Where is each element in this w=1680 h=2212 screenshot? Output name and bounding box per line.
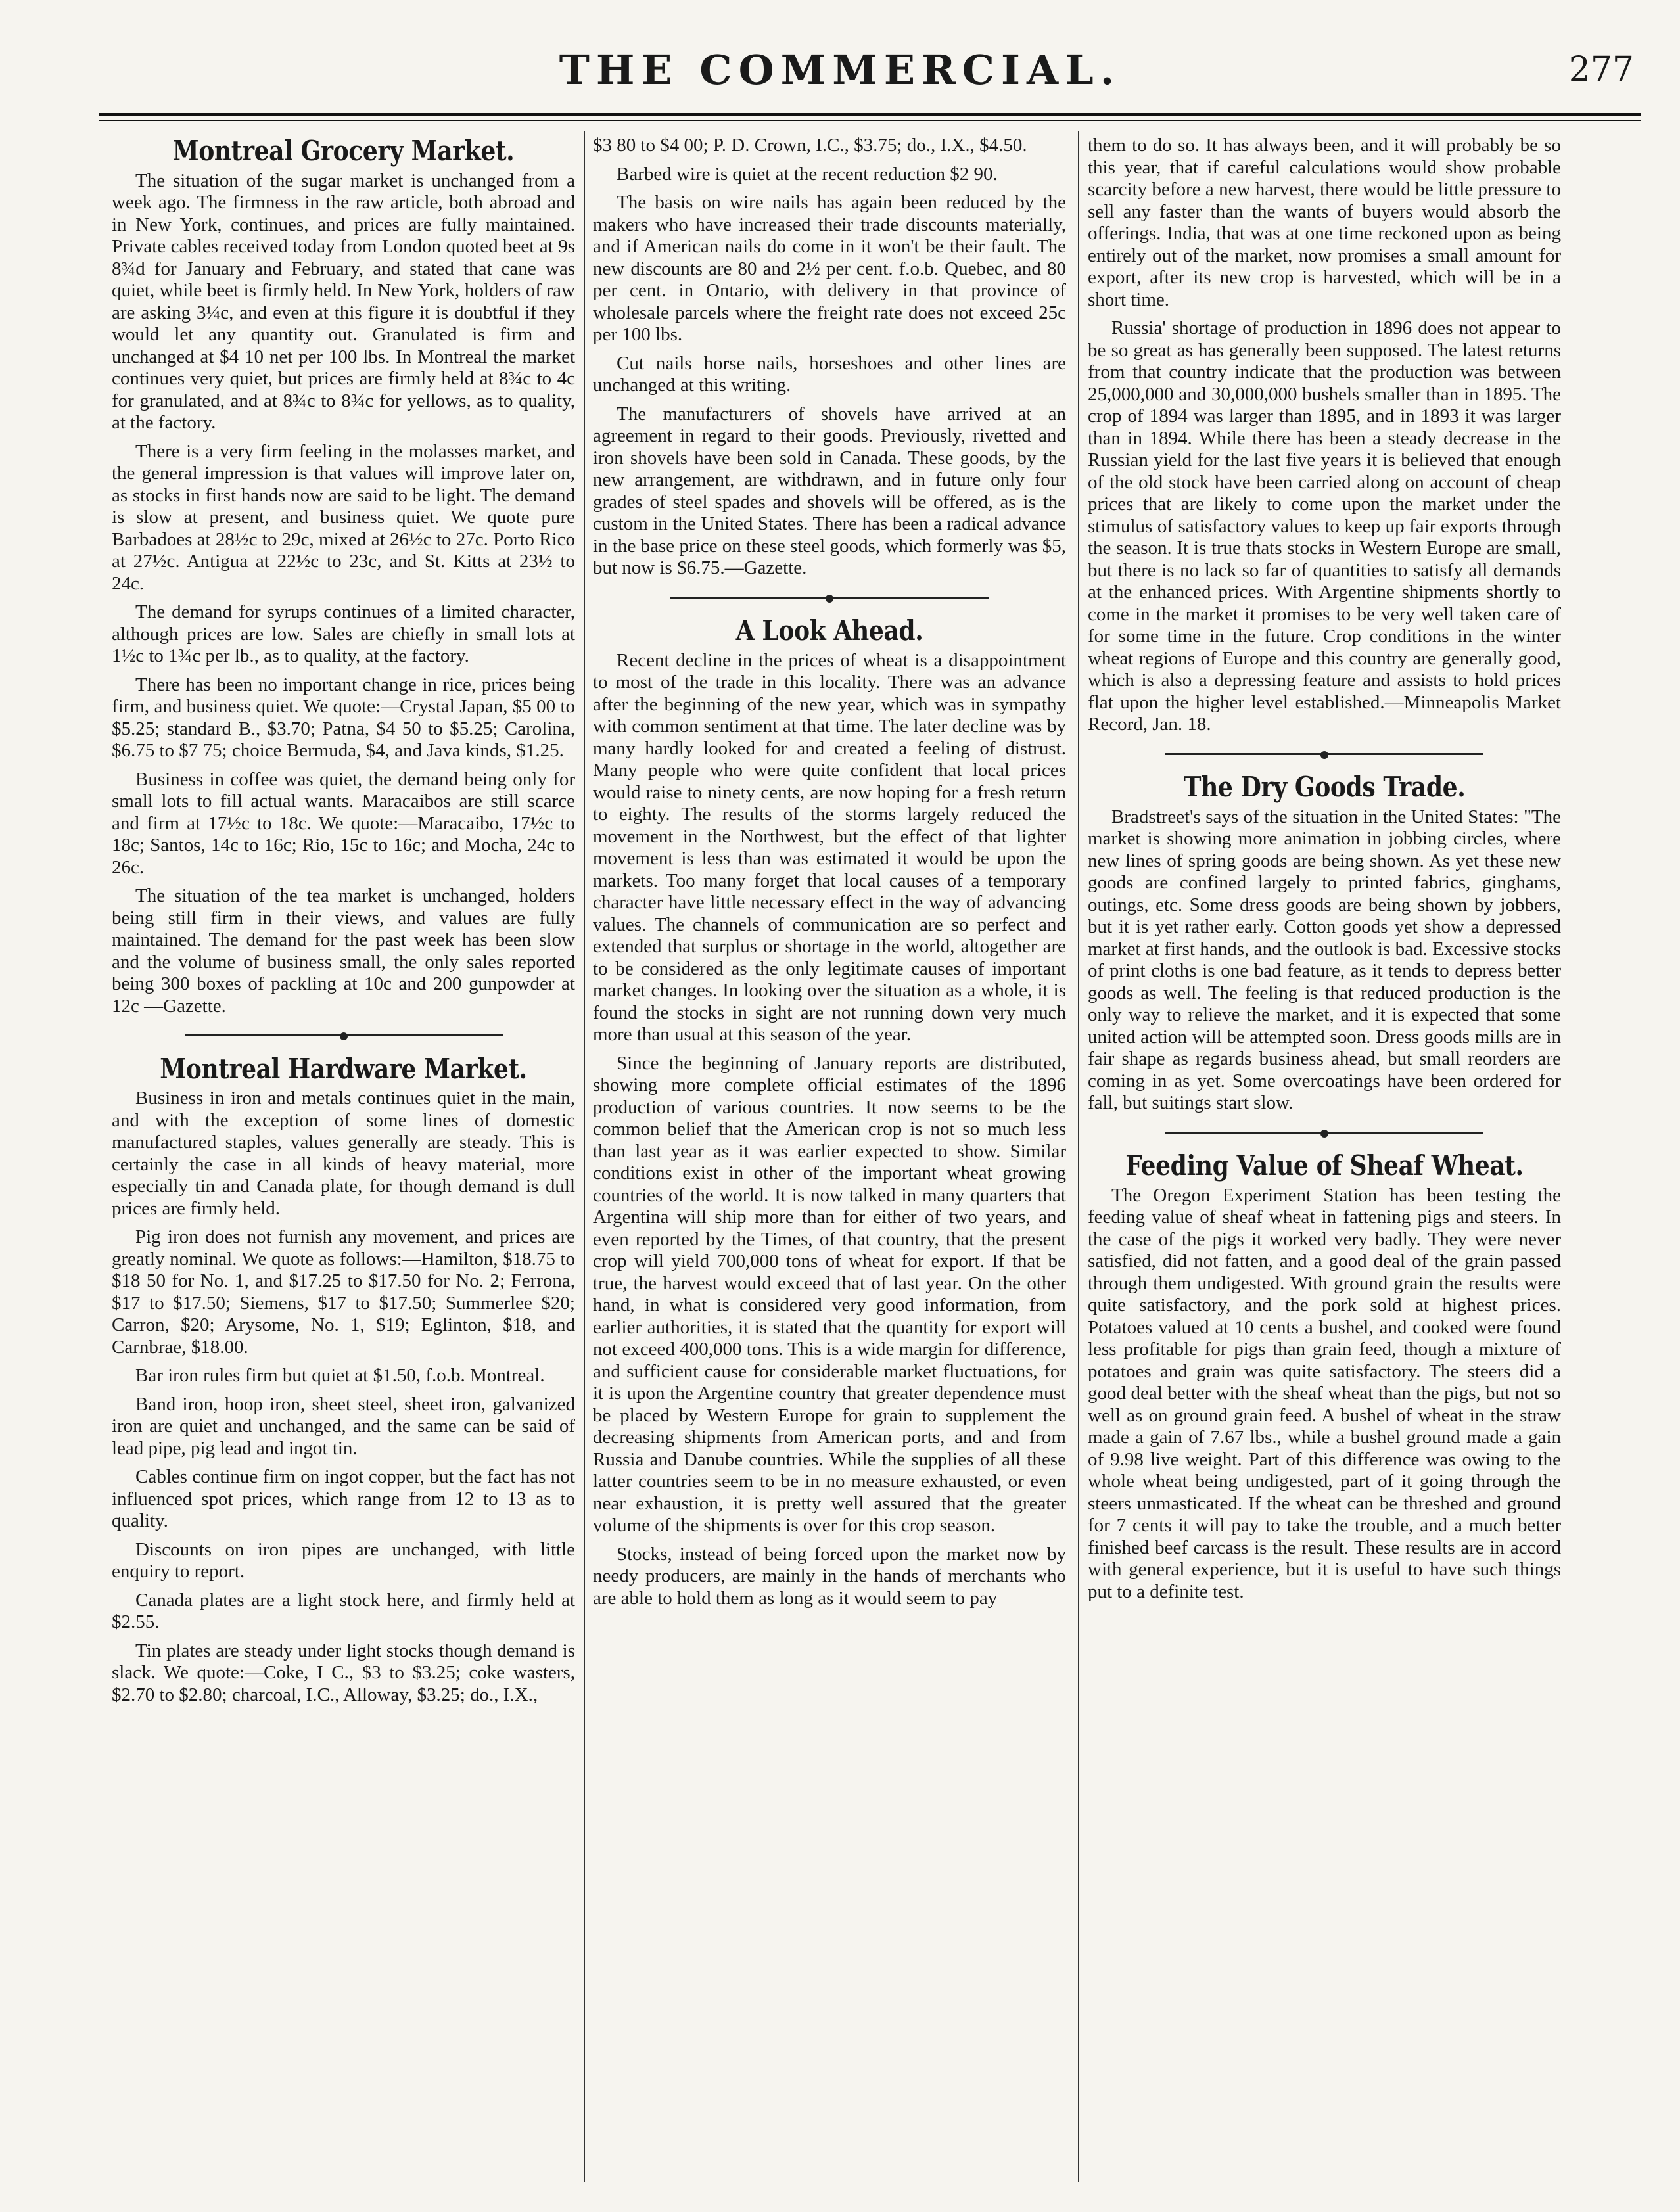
paragraph: Cut nails horse nails, horseshoes and other lines are unchanged at this writing. [593, 352, 1066, 396]
article-title-grocery: Montreal Grocery Market. [172, 135, 515, 167]
paragraph: Russia' shortage of production in 1896 does not appear to be so great as has generally been supposed. The latest returns from that country indicate that the production was between 25,000,000 and 30,000,000 bushels smaller than in 1895. The crop of 1894 was larger than 1895, and in 1893 it was larger than in 1894. While there has been a steady decrease in the Russian yield for the last five years it is believed that enough of the old stock have been carried along on account of cheap prices that are likely to come upon the market under the stimulus of satisfactory values to keep up fair exports through the season. It is true thats stocks in Western Europe are small, but there is no lack so far of quantities to satisfy all demands at the enhanced prices. With Argentine shipments shortly to come in the market it promises to be very well taken care of for some time in the future. Crop conditions in the winter wheat regions of Europe and this country are generally good, which is also a depressing feature and assists to hold prices flat upon the higher level established.—Minneapolis Market Record, Jan. 18. [1088, 317, 1561, 735]
column-3 [1088, 135, 1561, 2185]
article-body-look-ahead-continued [1088, 135, 1561, 736]
page-number: 277 [1568, 50, 1634, 89]
column-2 [593, 135, 1066, 2185]
section-separator [1088, 1121, 1561, 1143]
article-title-look-ahead: A Look Ahead. [735, 614, 923, 647]
paragraph: Recent decline in the prices of wheat is a disappointment to most of the trade in this locality. There was an advance after the beginning of the new year, which was in sympathy with common sentiment at that time. The later decline was by many hardly looked for and created a feeling of distrust. Many people who were quite confident that local prices would raise to ninety cents, are now hoping for a fresh return to eighty. The results of the storms largely reduced the movement in the Northwest, but the effect of that lighter movement is less than was estimated it would be upon the markets. Too many forget that local causes of a temporary character have little necessary effect in the way of advancing values. The channels of communication are so perfect and extended that surplus or shortage in the world, altogether are to be considered as the only legitimate causes of important market changes. In looking over the situation as a whole, it is found the stocks in sight are not running down very much more than usual at this season of the year. [593, 649, 1066, 1045]
paragraph: Barbed wire is quiet at the recent reduction $2 90. [617, 163, 998, 185]
column-rule-1 [584, 131, 585, 2182]
article-body-grocery [112, 170, 575, 1018]
paragraph: Discounts on iron pipes are unchanged, with little enquiry to report. [112, 1538, 575, 1582]
masthead [0, 20, 1680, 118]
masthead-rule [99, 113, 1641, 121]
article-title-feeding-value: Feeding Value of Sheaf Wheat. [1125, 1149, 1524, 1182]
paragraph: Business in iron and metals continues quiet in the main, and with the exception of some lines of domestic manufactured staples, values generally are steady. This is certainly the case in all kinds of heavy material, more especially tin and Canada plate, for though demand is dull prices are firmly held. [112, 1088, 575, 1219]
paragraph: Tin plates are steady under light stocks though demand is slack. We quote:—Coke, I C., $3 to $3.25; coke wasters, $2.70 to $2.80; charcoal, I.C., Alloway, $3.25; do., I.X., [112, 1640, 575, 1705]
paragraph: The situation of the sugar market is unchanged from a week ago. The firmness in the raw article, both abroad and in New York, continues, and prices are fully maintained. Private cables received today from London quoted beet at 9s 8¾d for January and February, and stated that cane was quiet, while beet is firmly held. In New York, holders of raw are asking 3¼c, and even at this figure it is doubtful if they would let any quantity out. Granulated is firm and unchanged at $4 10 net per 100 lbs. In Montreal the market continues very quiet, but prices are firmly held at 8¾c to 4c for granulated, and at 8¾c to 8¾c for yellows, as to quality, at the factory. [112, 170, 575, 433]
paragraph: Stocks, instead of being forced upon the market now by needy producers, are mainly in the hands of merchants who are able to hold them as long as it would seem to pay [593, 1543, 1066, 1609]
paragraph: them to do so. It has always been, and it will probably be so this year, that if careful calculations would show probable scarcity before a new harvest, there would be little pressure to sell any faster than the wants of buyers would absorb the offerings. India, that was at one time reckoned upon as being entirely out of the market, now promises a small amount for export, after its new crop is harvested, which will be in a short time. [1088, 135, 1561, 310]
paragraph: The situation of the tea market is unchanged, holders being still firm in their views, and values are fully maintained. The demand for the past week has been slow and the volume of business small, the only sales reported being 300 boxes of packling at 10c and 200 gunpowder at 12c —Gazette. [112, 885, 575, 1017]
section-separator [112, 1024, 575, 1046]
paragraph: The basis on wire nails has again been reduced by the makers who have increased their trade discounts materially, and if American nails do come in it won't be their fault. The new discounts are 80 and 2½ per cent. f.o.b. Quebec, and 80 per cent. in Ontario, with delivery in that province of wholesale parcels where the freight rate does not exceed 25c per 100 lbs. [593, 192, 1066, 345]
paragraph: Canada plates are a light stock here, and firmly held at $2.55. [112, 1589, 575, 1632]
paragraph: Bar iron rules firm but quiet at $1.50, f.o.b. Montreal. [135, 1365, 545, 1386]
paragraph: Bradstreet's says of the situation in the United States: "The market is showing more animation in jobbing circles, where new lines of spring goods are being shown. As yet these new goods are confined largely to printed fabrics, ginghams, outings, etc. Some dress goods are being shown by jobbers, but it is yet rather early. Cotton goods yet show a depressed market at first hands, and the outlook is bad. Excessive stocks of print cloths is one bad feature, as it tends to depress better goods as well. The feeling is that reduced production is the only way to relieve the market, and it is expected that some united action will be attempted soon. Dress goods mills are in fair shape as regards business ahead, but small reorders are coming in as yet. Some overcoatings have been ordered for fall, but suitings start slow. [1088, 806, 1561, 1113]
paragraph: $3 80 to $4 00; P. D. Crown, I.C., $3.75; do., I.X., $4.50. [593, 135, 1027, 156]
paragraph: Band iron, hoop iron, sheet steel, sheet iron, galvanized iron are quiet and unchanged, and the same can be said of lead pipe, pig lead and ingot tin. [112, 1393, 575, 1459]
paragraph: The manufacturers of shovels have arrived at an agreement in regard to their goods. Previously, rivetted and iron shovels have been sold in Canada. These goods, by the new arrangement, are withdrawn, and in future only four grades of steel spades and shovels will be offered, as is the custom in the United States. There has been a radical advance in the base price on these steel goods, which formerly was $5, but now is $6.75.—Gazette. [593, 403, 1066, 578]
paragraph: The demand for syrups continues of a limited character, although prices are low. Sales are chiefly in small lots at 1½c to 1¾c per lb., as to quality, at the factory. [112, 601, 575, 666]
article-body-hardware-continued [593, 135, 1066, 580]
paragraph: There is a very firm feeling in the molasses market, and the general impression is that values will improve later on, as stocks in first hands now are said to be light. The demand is slow at present, and business quiet. We quote pure Barbadoes at 28½c to 29c, mixed at 26½c to 27c. Porto Rico at 27½c. Antigua at 22½c to 23c, and St. Kitts at 23½ to 24c. [112, 440, 575, 594]
paragraph: The Oregon Experiment Station has been testing the feeding value of sheaf wheat in fattening pigs and steers. In the case of the pigs it worked very badly. They were never satisfied, did not fatten, and a good deal of the grain passed through them undigested. With ground grain the results were quite satisfactory, and the pork sold at highest prices. Potatoes valued at 10 cents a bushel, and cooked were found less profitable for pigs than grain feed, though a mixture of potatoes and grain was quite satisfactory. The steers did a good deal better with the sheaf wheat than the pigs, but not so well as on ground grain feed. A bushel of wheat in the straw made a gain of 7.67 lbs., while a bushel ground made a gain of 9.98 live weight. Part of this difference was owing to the whole wheat being undigested, part of it going through the steers unmasticated. If the wheat can be threshed and ground for 7 cents it will pay to take the trouble, and a much better finished beef carcass is the result. These results are in accord with general experience, but it is useful to have such things put to a definite test. [1088, 1184, 1561, 1602]
section-separator [1088, 743, 1561, 765]
paragraph: There has been no important change in rice, prices being firm, and business quiet. We quote:—Crystal Japan, $5 00 to $5.25; standard B., $3.70; Patna, $4 50 to $5.25; Carolina, $6.75 to $7 75; choice Bermuda, $4, and Java kinds, $1.25. [112, 674, 575, 761]
paragraph: Cables continue firm on ingot copper, but the fact has not influenced spot prices, which range from 12 to 13 as to quality. [112, 1466, 575, 1531]
article-body-dry-goods [1088, 806, 1561, 1115]
article-body-look-ahead [593, 650, 1066, 1610]
article-body-hardware [112, 1088, 575, 1706]
section-separator [593, 586, 1066, 609]
article-title-hardware: Montreal Hardware Market. [160, 1052, 527, 1085]
article-title-dry-goods: The Dry Goods Trade. [1183, 771, 1466, 803]
paragraph: Pig iron does not furnish any movement, and prices are greatly nominal. We quote as follows:—Hamilton, $18.75 to $18 50 for No. 1, and $17.25 to $17.50 for No. 2; Ferrona, $17 to $17.50; Siemens, $17 to $17.50; Summerlee $20; Carron, $20; Arysome, No. 1, $19; Eglinton, $18, and Carnbrae, $18.00. [112, 1226, 575, 1358]
column-1 [112, 135, 575, 2185]
paragraph: Business in coffee was quiet, the demand being only for small lots to fill actual wants. Maracaibos are still scarce and firm at 17½c to 18c. We quote:—Maracaibo, 17½c to 18c; Santos, 14c to 16c; Rio, 15c to 16c; and Mocha, 24c to 26c. [112, 768, 575, 878]
newspaper-title: THE COMMERCIAL. [559, 46, 1121, 94]
article-body-feeding-value [1088, 1185, 1561, 1603]
column-rule-2 [1078, 131, 1079, 2182]
paragraph: Since the beginning of January reports are distributed, showing more complete official estimates of the 1896 production of various countries. It now seems to be the common belief that the American crop is not so much less than last year as it was earlier expected to show. Similar conditions exist in other of the important wheat growing countries of the world. It is now talked in many quarters that Argentina will ship more than for either of two years, and even reported by the Times, of that country, that the present crop will yield 700,000 tons of wheat for export. If that be true, the harvest would exceed that of last year. On the other hand, in what is considered very good information, from earlier authorities, it is stated that the quantity for export will not exceed 400,000 tons. This is a wide margin for difference, and sufficient cause for considerable market fluctuations, for it is upon the Argentine country that greater dependence must be placed by Western Europe for grain to supplement the decreasing shipments from American ports, and and from Russia and Danube countries. While the supplies of all these latter countries seem to be in no measure exhausted, or even near exhaustion, it is pretty well assured that the greater volume of the shipments is over for this crop season. [593, 1052, 1066, 1536]
